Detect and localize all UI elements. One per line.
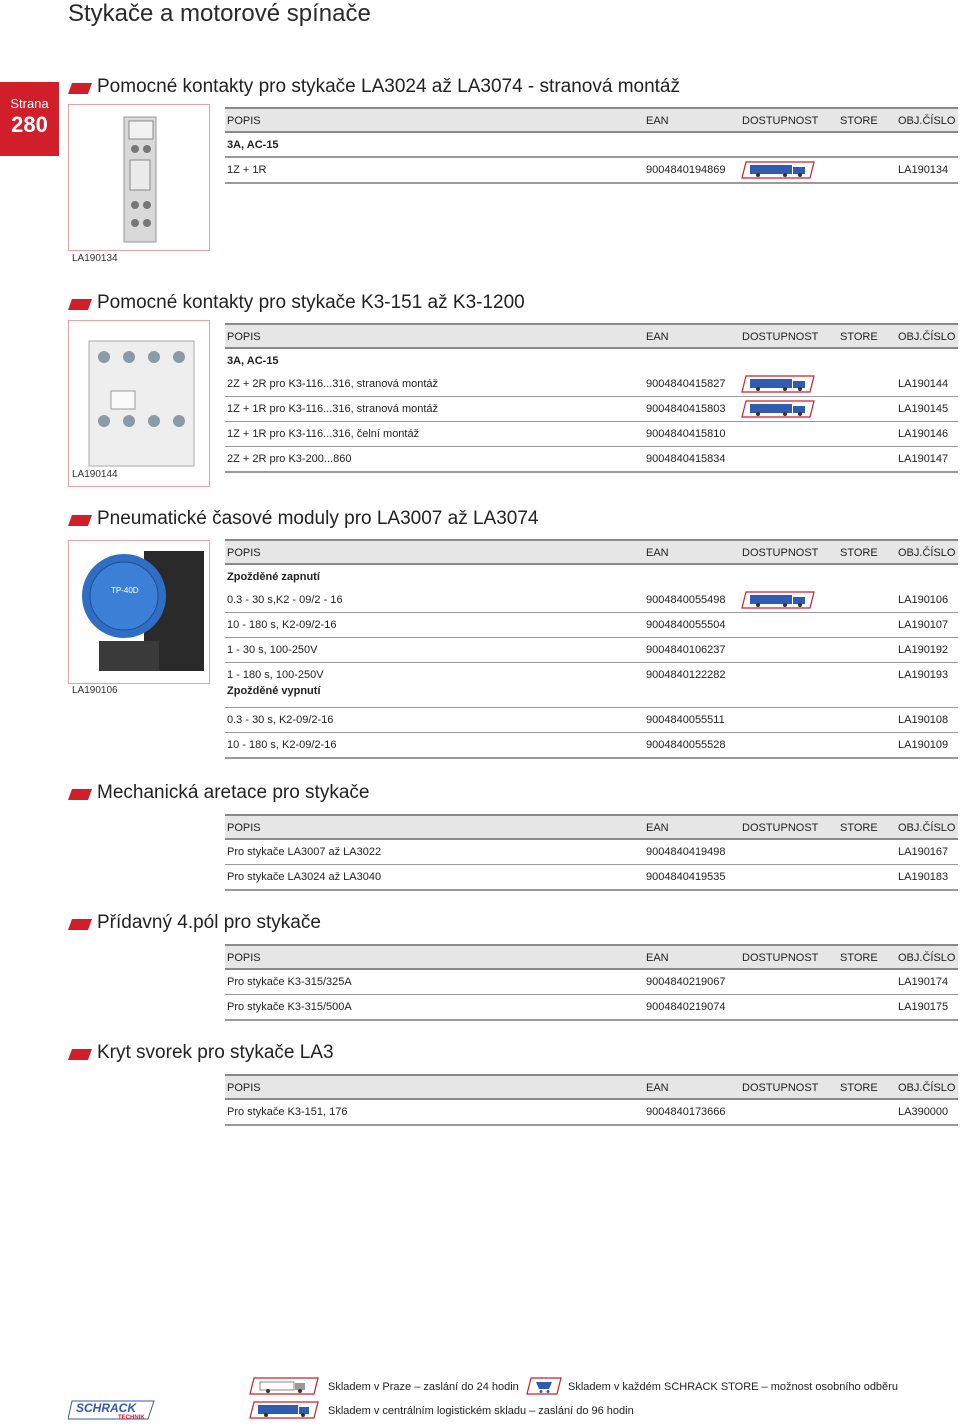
row-ean: 9004840055504 xyxy=(646,619,726,631)
row-code: LA190174 xyxy=(898,976,949,988)
col-ean: EAN xyxy=(646,331,669,343)
section-marker-icon xyxy=(68,515,92,526)
row-code: LA190167 xyxy=(898,846,949,858)
section-title: Pomocné kontakty pro stykače K3-151 až K3-1200 xyxy=(97,292,525,313)
row-popis: Pro stykače LA3007 až LA3022 xyxy=(227,846,382,858)
col-store: STORE xyxy=(840,547,878,559)
col-store: STORE xyxy=(840,115,878,127)
photo-caption: LA190144 xyxy=(72,469,118,480)
col-ean: EAN xyxy=(646,547,669,559)
row-popis: 1 - 30 s, 100-250V xyxy=(227,644,318,656)
table-header xyxy=(225,539,958,565)
section-marker-icon xyxy=(68,1049,92,1060)
col-dostupnost: DOSTUPNOST xyxy=(742,952,819,964)
col-popis: POPIS xyxy=(227,822,261,834)
product-photo-la190144 xyxy=(68,320,210,487)
row-ean: 9004840415827 xyxy=(646,378,726,390)
col-dostupnost: DOSTUPNOST xyxy=(742,822,819,834)
row-ean: 9004840194869 xyxy=(646,164,726,176)
row-ean: 9004840055511 xyxy=(646,714,725,726)
section-title: Pneumatické časové moduly pro LA3007 až LA3074 xyxy=(97,508,539,529)
col-store: STORE xyxy=(840,1082,878,1094)
page-badge-label: Strana xyxy=(10,96,49,111)
row-popis: 0.3 - 30 s, K2-09/2-16 xyxy=(227,714,334,726)
row-code: LA190106 xyxy=(898,594,949,606)
truck-stock-icon xyxy=(740,400,816,418)
col-obj: OBJ.ČÍSLO xyxy=(898,952,956,964)
photo-caption: LA190106 xyxy=(72,685,118,696)
table-row xyxy=(225,995,958,1021)
product-table xyxy=(225,323,958,473)
product-table xyxy=(225,814,958,891)
group-label: Zpožděné vypnutí xyxy=(227,685,321,697)
col-dostupnost: DOSTUPNOST xyxy=(742,547,819,559)
table-group-row xyxy=(225,565,958,588)
photo-caption: LA190134 xyxy=(72,253,118,264)
col-store: STORE xyxy=(840,822,878,834)
footer-legend-central: Skladem v centrálním logistickém skladu – zaslání do 96 hodin xyxy=(328,1405,634,1417)
col-obj: OBJ.ČÍSLO xyxy=(898,115,956,127)
row-popis: Pro stykače K3-315/500A xyxy=(227,1001,352,1013)
product-table xyxy=(225,539,958,759)
table-row xyxy=(225,422,958,447)
row-popis: 2Z + 2R pro K3-116...316, stranová montáž xyxy=(227,378,439,390)
section-marker-icon xyxy=(68,919,92,930)
section-marker-icon xyxy=(68,83,92,94)
row-ean: 9004840415810 xyxy=(646,428,726,440)
page-title: Stykače a motorové spínače xyxy=(68,0,371,27)
row-ean: 9004840415834 xyxy=(646,453,726,465)
col-ean: EAN xyxy=(646,952,669,964)
section-marker-icon xyxy=(68,299,92,310)
row-code: LA190109 xyxy=(898,739,949,751)
col-obj: OBJ.ČÍSLO xyxy=(898,331,956,343)
col-dostupnost: DOSTUPNOST xyxy=(742,115,819,127)
row-popis: Pro stykače K3-315/325A xyxy=(227,976,352,988)
col-ean: EAN xyxy=(646,1082,669,1094)
table-row xyxy=(225,840,958,865)
page-number: 280 xyxy=(11,112,48,137)
truck-stock-icon xyxy=(740,375,816,393)
col-ean: EAN xyxy=(646,115,669,127)
group-label: 3A, AC-15 xyxy=(227,139,279,151)
row-code: LA190108 xyxy=(898,714,949,726)
row-ean: 9004840055528 xyxy=(646,739,726,751)
row-ean: 9004840415803 xyxy=(646,403,726,415)
truck-central-icon xyxy=(248,1401,320,1419)
row-code: LA190192 xyxy=(898,644,949,656)
footer-legend-prague: Skladem v Praze – zaslání do 24 hodin xyxy=(328,1381,519,1393)
row-ean: 9004840219074 xyxy=(646,1001,726,1013)
row-ean: 9004840122282 xyxy=(646,669,726,681)
table-row xyxy=(225,733,958,759)
row-code: LA190134 xyxy=(898,164,949,176)
row-ean: 9004840173666 xyxy=(646,1106,726,1118)
timer-label: TP-40D xyxy=(111,586,139,595)
table-row xyxy=(225,970,958,995)
row-code: LA190147 xyxy=(898,453,949,465)
col-obj: OBJ.ČÍSLO xyxy=(898,1082,956,1094)
section-title: Přídavný 4.pól pro stykače xyxy=(97,912,321,933)
row-popis: Pro stykače K3-151, 176 xyxy=(227,1106,348,1118)
col-popis: POPIS xyxy=(227,547,261,559)
table-row xyxy=(225,663,958,683)
row-code: LA190146 xyxy=(898,428,949,440)
section-marker-icon xyxy=(68,789,92,800)
col-obj: OBJ.ČÍSLO xyxy=(898,547,956,559)
table-row xyxy=(225,1100,958,1126)
col-popis: POPIS xyxy=(227,331,261,343)
truck-stock-icon xyxy=(740,591,816,609)
col-store: STORE xyxy=(840,952,878,964)
row-ean: 9004840055498 xyxy=(646,594,726,606)
table-row xyxy=(225,588,958,613)
row-ean: 9004840106237 xyxy=(646,644,726,656)
col-obj: OBJ.ČÍSLO xyxy=(898,822,956,834)
row-ean: 9004840419535 xyxy=(646,871,726,883)
table-row xyxy=(225,447,958,473)
row-popis: 1Z + 1R xyxy=(227,164,267,176)
schrack-logo xyxy=(68,1398,158,1422)
table-group-row xyxy=(225,349,958,372)
table-header xyxy=(225,944,958,970)
row-popis: 1Z + 1R pro K3-116...316, stranová montáž xyxy=(227,403,439,415)
table-header xyxy=(225,1074,958,1100)
table-row xyxy=(225,708,958,733)
product-photo-la190134 xyxy=(68,104,210,251)
col-dostupnost: DOSTUPNOST xyxy=(742,331,819,343)
table-group-row xyxy=(225,133,958,158)
col-ean: EAN xyxy=(646,822,669,834)
row-popis: 1 - 180 s, 100-250V xyxy=(227,669,324,681)
row-popis: 10 - 180 s, K2-09/2-16 xyxy=(227,739,337,751)
row-popis: 10 - 180 s, K2-09/2-16 xyxy=(227,619,337,631)
table-row xyxy=(225,638,958,663)
group-label: 3A, AC-15 xyxy=(227,355,279,367)
table-row xyxy=(225,397,958,422)
row-code: LA190183 xyxy=(898,871,949,883)
section-title: Pomocné kontakty pro stykače LA3024 až LA3074 - stranová montáž xyxy=(97,76,680,97)
product-table xyxy=(225,944,958,1021)
product-photo-la190106 xyxy=(68,540,210,684)
truck-prague-icon xyxy=(248,1377,320,1395)
col-store: STORE xyxy=(840,331,878,343)
col-popis: POPIS xyxy=(227,115,261,127)
table-header xyxy=(225,323,958,349)
row-code: LA190193 xyxy=(898,669,949,681)
table-row xyxy=(225,372,958,397)
table-row xyxy=(225,865,958,891)
row-popis: 0.3 - 30 s,K2 - 09/2 - 16 xyxy=(227,594,343,606)
row-ean: 9004840219067 xyxy=(646,976,726,988)
row-popis: Pro stykače LA3024 až LA3040 xyxy=(227,871,382,883)
cart-store-icon xyxy=(525,1377,563,1395)
row-code: LA390000 xyxy=(898,1106,949,1118)
col-dostupnost: DOSTUPNOST xyxy=(742,1082,819,1094)
row-code: LA190175 xyxy=(898,1001,949,1013)
table-row xyxy=(225,613,958,638)
table-row xyxy=(225,158,958,184)
row-ean: 9004840419498 xyxy=(646,846,726,858)
table-header xyxy=(225,107,958,133)
product-table xyxy=(225,1074,958,1126)
truck-stock-icon xyxy=(740,161,816,179)
section-title: Mechanická aretace pro stykače xyxy=(97,782,370,803)
page-number-badge xyxy=(0,82,59,156)
section-title: Kryt svorek pro stykače LA3 xyxy=(97,1042,334,1063)
row-code: LA190145 xyxy=(898,403,949,415)
table-group-row xyxy=(225,683,958,708)
row-code: LA190144 xyxy=(898,378,949,390)
svg-text:SCHRACK: SCHRACK xyxy=(76,1401,136,1415)
col-popis: POPIS xyxy=(227,1082,261,1094)
row-popis: 1Z + 1R pro K3-116...316, čelní montáž xyxy=(227,428,420,440)
product-table xyxy=(225,107,958,184)
row-code: LA190107 xyxy=(898,619,949,631)
row-popis: 2Z + 2R pro K3-200...860 xyxy=(227,453,352,465)
table-header xyxy=(225,814,958,840)
group-label: Zpožděné zapnutí xyxy=(227,571,320,583)
footer-legend-store: Skladem v každém SCHRACK STORE – možnost osobního odběru xyxy=(568,1381,898,1393)
col-popis: POPIS xyxy=(227,952,261,964)
svg-text:TECHNIK: TECHNIK xyxy=(118,1415,145,1421)
